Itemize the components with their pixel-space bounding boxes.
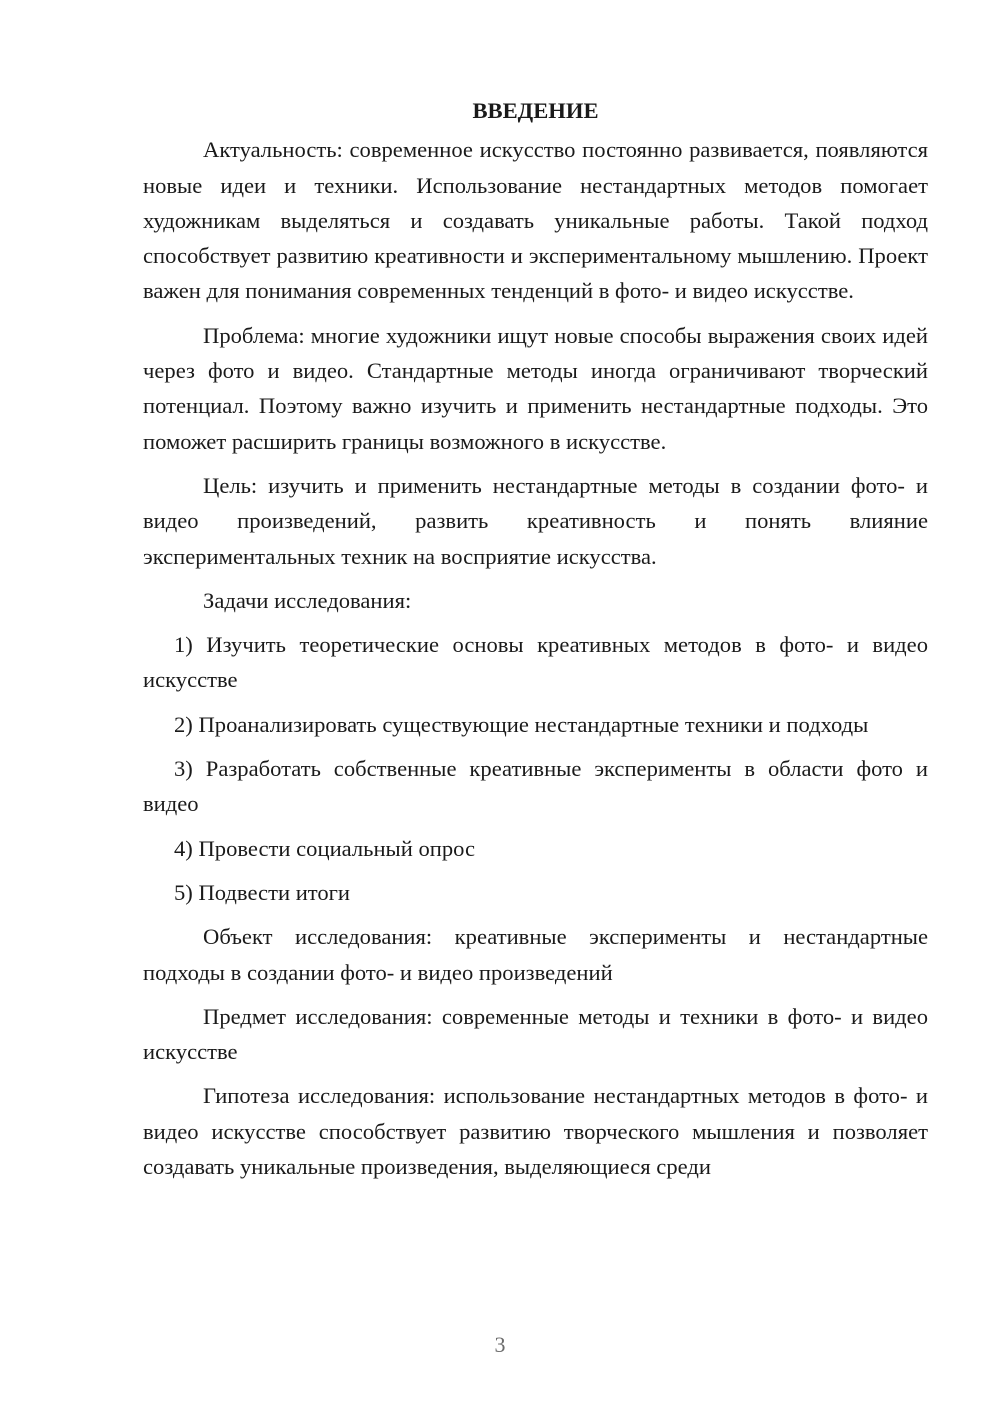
paragraph-goal: Цель: изучить и применить нестандартные методы в создании фото- и видео произведений, развить креативность и понять влияние экспериментальных техник на восприятие искусства. bbox=[143, 472, 928, 569]
task-item-2: 2) Проанализировать существующие нестандартные техники и подходы bbox=[174, 711, 869, 737]
paragraph-relevance: Актуальность: современное искусство постоянно развивается, появляются новые идеи и техники. Использование нестандартных методов помогает художникам выделяться и создавать уникальные работы. Такой подход способствует развитию креативности и экспериментальному мышлению. Проект важен для понимания современных тенденций в фото- и видео искусстве. bbox=[143, 137, 928, 304]
paragraph-problem: Проблема: многие художники ищут новые способы выражения своих идей через фото и видео. Стандартные методы иногда ограничивают творческий потенциал. Поэтому важно изучить и применить нестандартные подходы. Это поможет расширить границы возможного в искусстве. bbox=[143, 322, 928, 454]
page-number: 3 bbox=[494, 1332, 506, 1357]
page-content bbox=[143, 93, 928, 1193]
task-item-4: 4) Провести социальный опрос bbox=[174, 835, 476, 861]
paragraph-subject: Предмет исследования: современные методы и техники в фото- и видео искусстве bbox=[143, 1003, 928, 1065]
task-item-1: 1) Изучить теоретические основы креативных методов в фото- и видео искусстве bbox=[143, 632, 928, 693]
task-item-5: 5) Подвести итоги bbox=[174, 879, 351, 905]
task-item-3: 3) Разработать собственные креативные эксперименты в области фото и видео bbox=[143, 756, 928, 817]
paragraph-object: Объект исследования: креативные эксперименты и нестандартные подходы в создании фото- и видео произведений bbox=[143, 924, 928, 985]
section-title: ВВЕДЕНИЕ bbox=[472, 98, 599, 123]
paragraph-tasks-heading: Задачи исследования: bbox=[203, 587, 412, 613]
paragraph-hypothesis: Гипотеза исследования: использование нестандартных методов в фото- и видео искусстве способствует развитию творческого мышления и позволяет создавать уникальные произведения, выделяющиеся среди bbox=[143, 1083, 928, 1180]
